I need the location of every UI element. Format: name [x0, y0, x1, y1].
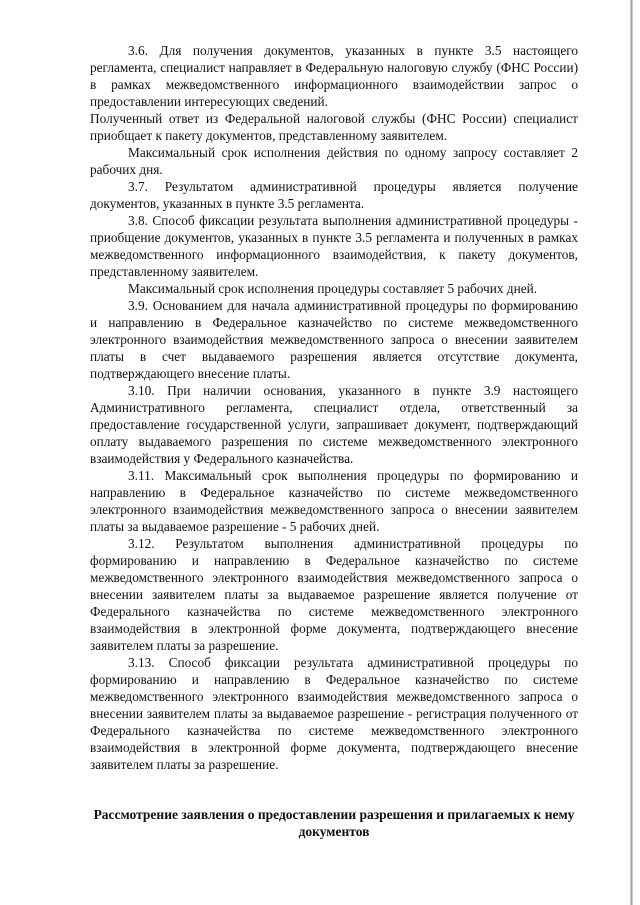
- page-edge-shadow: [630, 0, 633, 905]
- paragraph-max-term-procedure: Максимальный срок исполнения процедуры составляет 5 рабочих дней.: [128, 281, 538, 296]
- paragraph-max-term-request: Максимальный срок исполнения действия по одному запросу составляет 2 рабочих дня.: [90, 145, 578, 177]
- paragraph-3-11: 3.11. Максимальный срок выполнения процедуры по формированию и направлению в Федеральное казначейство по системе межведомственного электронного взаимодействия межведомственного запроса о внесении заявителем платы за выдаваемое разрешение - 5 рабочих дней.: [90, 468, 578, 534]
- document-body: [90, 42, 578, 773]
- paragraph-3-7: 3.7. Результатом административной процедуры является получение документов, указанных в пункте 3.5 регламента.: [90, 179, 578, 211]
- paragraph-3-12: 3.12. Результатом выполнения административной процедуры по формированию и направлению в Федеральное казначейство по системе межведомственного электронного взаимодействия межведомственного запроса о внесении заявителем платы за выдаваемое разрешение является получение от Федерального казначейства по системе межведомственного электронного взаимодействия в электронной форме документа, подтверждающего внесение заявителем платы за разрешение.: [90, 536, 578, 653]
- paragraph-3-8: 3.8. Способ фиксации результата выполнения административной процедуры - приобщение документов, указанных в пункте 3.5 регламента и полученных в рамках межведомственного информационного взаимодействия, к пакету документов, представленному заявителем.: [90, 213, 578, 279]
- section-heading: Рассмотрение заявления о предоставлении разрешения и прилагаемых к нему документов: [93, 807, 575, 839]
- paragraph-3-6: 3.6. Для получения документов, указанных в пункте 3.5 настоящего регламента, специалист направляет в Федеральную налоговую службу (ФНС России) в рамках межведомственного информационного взаимодействии запрос о предоставлении интересующих сведений.: [90, 43, 578, 109]
- paragraph-3-10: 3.10. При наличии основания, указанного в пункте 3.9 настоящего Административного регламента, специалист отдела, ответственный за предоставление государственной услуги, запрашивает документ, подтверждающий оплату выдаваемого разрешения по системе межведомственного электронного взаимодействия у Федерального казначейства.: [90, 383, 578, 466]
- paragraph-3-9: 3.9. Основанием для начала административной процедуры по формированию и направлению в Федеральное казначейство по системе межведомственного электронного взаимодействия межведомственного запроса о внесении заявителем платы в счет выдаваемого разрешения является отсутствие документа, подтверждающего внесение платы.: [90, 298, 578, 381]
- paragraph-fns-response: Полученный ответ из Федеральной налоговой службы (ФНС России) специалист приобщает к пакету документов, представленному заявителем.: [90, 111, 578, 143]
- paragraph-3-13: 3.13. Способ фиксации результата административной процедуры по формированию и направлению в Федеральное казначейство по системе межведомственного электронного взаимодействия межведомственного запроса о внесении заявителем платы за выдаваемое разрешение - регистрация полученного от Федерального казначейства по системе межведомственного электронного взаимодействия в электронной форме документа, подтверждающего внесение заявителем платы за разрешение.: [90, 655, 578, 772]
